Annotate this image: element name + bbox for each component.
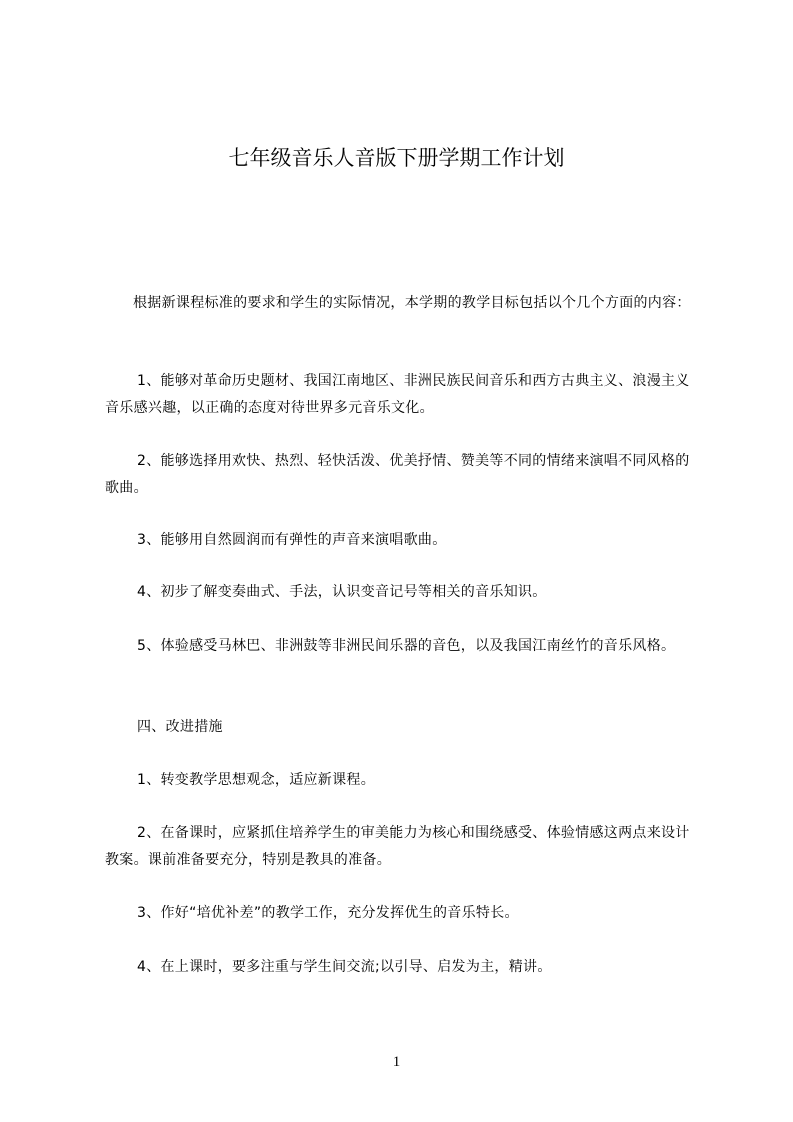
paragraph-measure-4: 4、在上课时，要多注重与学生间交流;以引导、启发为主，精讲。 bbox=[137, 959, 552, 975]
paragraph-measure-1: 1、转变教学思想观念，适应新课程。 bbox=[137, 772, 376, 788]
paragraph-goal-5: 5、体验感受马林巴、非洲鼓等非洲民间乐器的音色，以及我国江南丝竹的音乐风格。 bbox=[137, 638, 676, 654]
paragraph-measure-2: 2、在备课时，应紧抓住培养学生的审美能力为核心和围绕感受、体验情感这两点来设计教案。课前准备要充分，特别是教具的准备。 bbox=[105, 825, 690, 868]
paragraph-measure-3: 3、作好“培优补差”的教学工作，充分发挥优生的音乐特长。 bbox=[137, 905, 519, 921]
paragraph-intro: 根据新课程标准的要求和学生的实际情况，本学期的教学目标包括以个几个方面的内容： bbox=[133, 295, 691, 311]
section-heading-improvements: 四、改进措施 bbox=[137, 719, 223, 735]
paragraph-goal-1: 1、能够对革命历史题材、我国江南地区、非洲民族民间音乐和西方古典主义、浪漫主义音乐感兴趣，以正确的态度对待世界多元音乐文化。 bbox=[105, 373, 690, 416]
paragraph-goal-2: 2、能够选择用欢快、热烈、轻快活泼、优美抒情、赞美等不同的情绪来演唱不同风格的歌曲。 bbox=[105, 453, 690, 496]
paragraph-goal-4: 4、初步了解变奏曲式、手法，认识变音记号等相关的音乐知识。 bbox=[137, 584, 547, 600]
document-title: 七年级音乐人音版下册学期工作计划 bbox=[228, 146, 565, 170]
paragraph-goal-3: 3、能够用自然圆润而有弹性的声音来演唱歌曲。 bbox=[137, 532, 447, 548]
page-number: 1 bbox=[392, 1054, 401, 1070]
